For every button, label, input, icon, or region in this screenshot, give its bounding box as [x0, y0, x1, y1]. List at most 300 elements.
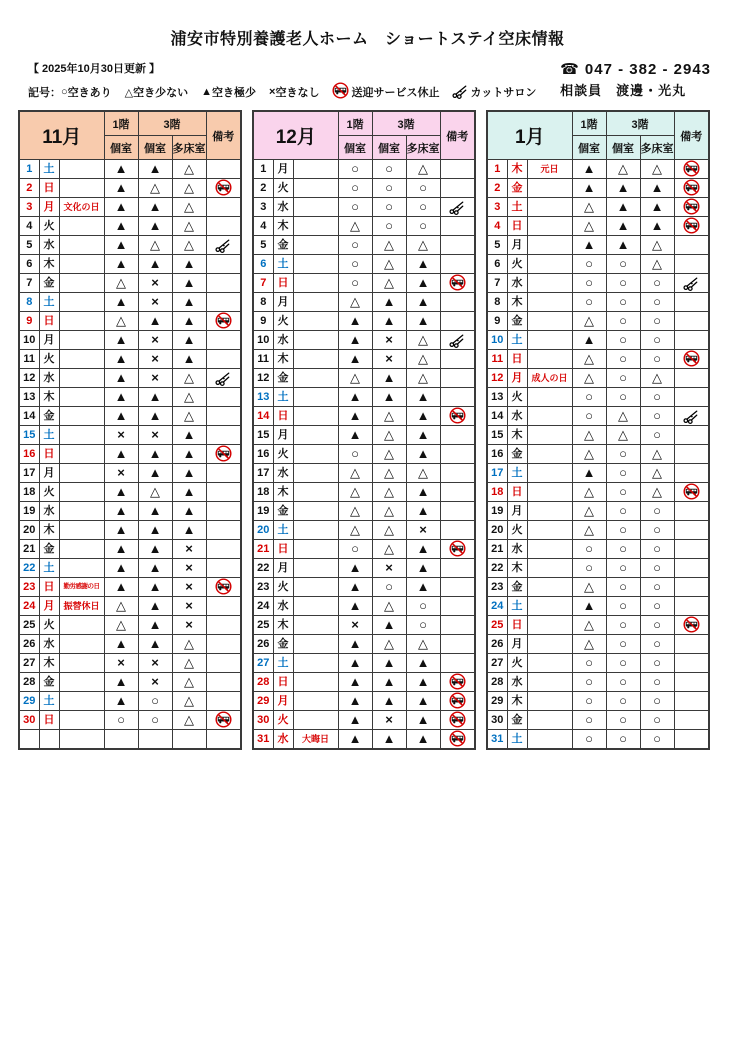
day-number: 5	[253, 236, 273, 255]
header-room-multi: 多床室	[172, 136, 206, 160]
vacancy-3f-private: ○	[606, 369, 640, 388]
header-room-private: 個室	[138, 136, 172, 160]
vacancy-1f-private: △	[104, 616, 138, 635]
vacancy-1f-private: △	[104, 274, 138, 293]
calendar-row	[487, 388, 709, 407]
vacancy-3f-private: ▲	[138, 578, 172, 597]
day-number: 31	[253, 730, 273, 750]
vacancy-3f-multiroom: ▲	[406, 673, 440, 692]
day-number: 28	[19, 673, 39, 692]
note-cell	[206, 635, 241, 654]
calendar-row	[19, 293, 241, 312]
note-cell	[674, 445, 709, 464]
note-cell	[206, 445, 241, 464]
note-cell	[674, 369, 709, 388]
note-cell	[440, 407, 475, 426]
vacancy-1f-private: △	[104, 312, 138, 331]
vacancy-3f-multiroom: △	[172, 654, 206, 673]
vacancy-3f-multiroom: △	[640, 160, 674, 179]
header-room-private: 個室	[606, 136, 640, 160]
calendar-row	[487, 502, 709, 521]
vacancy-3f-multiroom: △	[172, 711, 206, 730]
vacancy-3f-multiroom: ○	[406, 198, 440, 217]
vacancy-1f-private: ▲	[338, 426, 372, 445]
holiday-name	[293, 711, 338, 730]
vacancy-3f-multiroom: ○	[640, 521, 674, 540]
holiday-name	[527, 255, 572, 274]
legend-item-bus: 送迎サービス休止	[332, 82, 439, 102]
calendar-row	[487, 559, 709, 578]
holiday-name	[293, 426, 338, 445]
calendar-row	[19, 616, 241, 635]
day-of-week: 火	[507, 654, 527, 673]
vacancy-1f-private: ×	[104, 464, 138, 483]
holiday-name	[293, 635, 338, 654]
calendar-row	[487, 236, 709, 255]
vacancy-3f-multiroom: △	[406, 160, 440, 179]
note-cell	[674, 312, 709, 331]
month-label: 12月	[253, 111, 338, 160]
vacancy-1f-private: ○	[572, 692, 606, 711]
vacancy-1f-private: ▲	[104, 331, 138, 350]
holiday-name	[293, 312, 338, 331]
day-of-week: 木	[507, 692, 527, 711]
vacancy-1f-private: ▲	[338, 654, 372, 673]
vacancy-3f-multiroom: ×	[172, 559, 206, 578]
staff-names: 相談員 渡邊・光丸	[560, 83, 687, 98]
vacancy-1f-private: ▲	[338, 407, 372, 426]
vacancy-3f-multiroom: △	[172, 217, 206, 236]
vacancy-3f-multiroom: ○	[640, 312, 674, 331]
vacancy-3f-private: ▲	[138, 255, 172, 274]
vacancy-3f-private: ×	[138, 274, 172, 293]
vacancy-3f-multiroom: △	[172, 236, 206, 255]
day-number: 14	[253, 407, 273, 426]
note-cell	[674, 483, 709, 502]
shuttle-suspended-icon	[449, 407, 466, 424]
vacancy-1f-private: ○	[572, 274, 606, 293]
vacancy-3f-multiroom: ▲	[640, 198, 674, 217]
vacancy-3f-multiroom: △	[406, 331, 440, 350]
holiday-name	[527, 597, 572, 616]
vacancy-3f-private: ○	[606, 255, 640, 274]
vacancy-3f-multiroom: ×	[172, 616, 206, 635]
day-of-week: 金	[39, 274, 59, 293]
vacancy-3f-multiroom: △	[640, 464, 674, 483]
vacancy-1f-private: ▲	[572, 160, 606, 179]
vacancy-3f-multiroom: △	[172, 407, 206, 426]
holiday-name	[293, 464, 338, 483]
calendar-row	[19, 502, 241, 521]
calendar-row	[487, 350, 709, 369]
vacancy-3f-private: ×	[138, 369, 172, 388]
calendar-row	[487, 160, 709, 179]
vacancy-1f-private: ○	[572, 407, 606, 426]
day-of-week: 日	[273, 673, 293, 692]
holiday-name	[59, 312, 104, 331]
vacancy-3f-private: ×	[138, 293, 172, 312]
header-floor1: 1階	[338, 111, 372, 136]
vacancy-1f-private: ○	[338, 540, 372, 559]
calendar-row	[253, 350, 475, 369]
header-floor3: 3階	[138, 111, 206, 136]
day-of-week: 木	[507, 160, 527, 179]
holiday-name: 元日	[527, 160, 572, 179]
calendar-row	[19, 198, 241, 217]
vacancy-3f-multiroom: ▲	[172, 464, 206, 483]
day-number: 19	[487, 502, 507, 521]
note-cell	[674, 293, 709, 312]
vacancy-1f-private: ▲	[104, 236, 138, 255]
note-cell	[206, 407, 241, 426]
calendar-row	[19, 464, 241, 483]
day-number: 11	[487, 350, 507, 369]
vacancy-3f-private: ○	[606, 673, 640, 692]
header-floor1: 1階	[572, 111, 606, 136]
note-cell	[206, 369, 241, 388]
holiday-name	[59, 236, 104, 255]
note-cell	[674, 255, 709, 274]
vacancy-3f-private: ▲	[138, 559, 172, 578]
day-of-week: 金	[273, 635, 293, 654]
calendar-row	[253, 388, 475, 407]
calendar-row	[487, 274, 709, 293]
vacancy-1f-private: ▲	[338, 312, 372, 331]
day-number: 21	[253, 540, 273, 559]
day-of-week: 火	[507, 521, 527, 540]
note-cell	[674, 236, 709, 255]
holiday-name: 勤労感謝の日	[59, 578, 104, 597]
holiday-name	[59, 255, 104, 274]
vacancy-3f-private: ○	[606, 559, 640, 578]
vacancy-1f-private: ○	[572, 255, 606, 274]
holiday-name	[527, 521, 572, 540]
vacancy-3f-private: △	[372, 483, 406, 502]
holiday-name	[59, 673, 104, 692]
day-number: 3	[253, 198, 273, 217]
vacancy-3f-multiroom: ▲	[640, 179, 674, 198]
vacancy-1f-private: △	[572, 217, 606, 236]
calendar-row	[19, 236, 241, 255]
calendar-row	[19, 578, 241, 597]
note-cell	[674, 559, 709, 578]
shuttle-suspended-icon	[683, 483, 700, 500]
note-cell	[440, 312, 475, 331]
day-number: 9	[487, 312, 507, 331]
note-cell	[674, 654, 709, 673]
note-cell	[440, 331, 475, 350]
vacancy-1f-private: ○	[572, 388, 606, 407]
day-of-week: 水	[507, 673, 527, 692]
note-cell	[674, 217, 709, 236]
holiday-name	[293, 331, 338, 350]
day-of-week: 月	[507, 236, 527, 255]
vacancy-1f-private: △	[338, 502, 372, 521]
holiday-name	[527, 274, 572, 293]
holiday-name	[59, 179, 104, 198]
day-of-week: 日	[507, 616, 527, 635]
calendar-row	[19, 179, 241, 198]
scissors-icon	[215, 237, 231, 253]
day-number: 30	[19, 711, 39, 730]
vacancy-3f-multiroom: ▲	[172, 274, 206, 293]
day-number: 15	[253, 426, 273, 445]
holiday-name	[59, 407, 104, 426]
vacancy-3f-multiroom: ▲	[640, 217, 674, 236]
vacancy-1f-private: ▲	[338, 730, 372, 750]
vacancy-3f-multiroom: △	[640, 236, 674, 255]
vacancy-3f-private: ▲	[138, 445, 172, 464]
calendar-row	[253, 616, 475, 635]
vacancy-3f-multiroom: △	[406, 635, 440, 654]
vacancy-3f-private: ○	[606, 464, 640, 483]
day-of-week: 水	[273, 597, 293, 616]
day-number: 20	[487, 521, 507, 540]
vacancy-3f-multiroom: ▲	[406, 407, 440, 426]
vacancy-1f-private: ○	[572, 293, 606, 312]
day-of-week: 月	[273, 692, 293, 711]
day-of-week: 水	[273, 198, 293, 217]
day-number: 1	[253, 160, 273, 179]
calendar-row	[19, 274, 241, 293]
vacancy-3f-multiroom: ○	[640, 635, 674, 654]
day-number: 1	[487, 160, 507, 179]
vacancy-3f-multiroom: △	[406, 350, 440, 369]
day-of-week: 日	[39, 711, 59, 730]
vacancy-3f-multiroom: △	[172, 673, 206, 692]
day-of-week: 月	[39, 331, 59, 350]
vacancy-3f-private: ○	[606, 521, 640, 540]
holiday-name	[527, 388, 572, 407]
vacancy-1f-private: ▲	[104, 407, 138, 426]
day-of-week: 金	[507, 578, 527, 597]
day-of-week: 水	[507, 540, 527, 559]
calendar-row	[253, 521, 475, 540]
holiday-name	[527, 331, 572, 350]
vacancy-1f-private: ▲	[338, 559, 372, 578]
vacancy-1f-private: ▲	[104, 160, 138, 179]
vacancy-3f-multiroom: ▲	[172, 426, 206, 445]
note-cell	[206, 711, 241, 730]
day-of-week: 火	[507, 255, 527, 274]
note-cell	[674, 711, 709, 730]
day-of-week: 水	[39, 236, 59, 255]
day-number: 19	[19, 502, 39, 521]
vacancy-1f-private: ▲	[104, 198, 138, 217]
holiday-name	[527, 407, 572, 426]
holiday-name	[59, 331, 104, 350]
calendar-row	[19, 635, 241, 654]
vacancy-3f-multiroom: △	[172, 198, 206, 217]
note-cell	[440, 198, 475, 217]
legend-item-full: × 空きなし	[269, 86, 320, 99]
vacancy-3f-multiroom: ○	[640, 597, 674, 616]
header-room-multi: 多床室	[406, 136, 440, 160]
vacancy-3f-multiroom: ▲	[172, 483, 206, 502]
calendar-row	[253, 217, 475, 236]
vacancy-3f-multiroom: ▲	[172, 521, 206, 540]
day-of-week: 月	[507, 635, 527, 654]
calendar-row	[487, 445, 709, 464]
vacancy-3f-multiroom: ▲	[406, 730, 440, 750]
calendar-row	[253, 369, 475, 388]
vacancy-1f-private: ○	[572, 654, 606, 673]
day-number: 5	[19, 236, 39, 255]
vacancy-3f-private: ×	[138, 331, 172, 350]
vacancy-3f-private: ×	[372, 331, 406, 350]
day-of-week: 水	[273, 464, 293, 483]
vacancy-3f-multiroom: ▲	[172, 293, 206, 312]
shuttle-suspended-icon	[683, 350, 700, 367]
holiday-name	[527, 350, 572, 369]
vacancy-3f-private: △	[372, 464, 406, 483]
vacancy-1f-private: △	[572, 350, 606, 369]
blank-row	[19, 730, 241, 750]
calendar-row	[253, 160, 475, 179]
vacancy-3f-multiroom: ○	[640, 293, 674, 312]
day-of-week: 火	[273, 578, 293, 597]
calendar-row	[19, 540, 241, 559]
note-cell	[674, 179, 709, 198]
vacancy-3f-private: ○	[606, 274, 640, 293]
calendar-row	[487, 407, 709, 426]
vacancy-1f-private: ▲	[572, 331, 606, 350]
note-cell	[206, 255, 241, 274]
vacancy-3f-private: ○	[372, 179, 406, 198]
day-number: 6	[19, 255, 39, 274]
vacancy-3f-private: ○	[372, 217, 406, 236]
calendar-row	[253, 274, 475, 293]
day-number: 2	[253, 179, 273, 198]
scissors-icon	[449, 199, 465, 215]
calendar-row	[253, 502, 475, 521]
day-number: 31	[487, 730, 507, 750]
calendar-row	[487, 597, 709, 616]
day-number: 9	[19, 312, 39, 331]
shuttle-suspended-icon	[683, 179, 700, 196]
day-of-week: 土	[39, 692, 59, 711]
holiday-name	[293, 350, 338, 369]
shuttle-suspended-icon	[449, 673, 466, 690]
vacancy-1f-private: ○	[338, 160, 372, 179]
vacancy-1f-private: △	[104, 597, 138, 616]
calendar-row	[253, 559, 475, 578]
vacancy-1f-private: ○	[572, 559, 606, 578]
day-of-week: 水	[273, 730, 293, 750]
day-of-week	[39, 730, 59, 750]
day-number: 25	[19, 616, 39, 635]
holiday-name	[293, 654, 338, 673]
day-of-week: 木	[39, 388, 59, 407]
holiday-name	[59, 350, 104, 369]
scissors-icon	[452, 83, 470, 102]
vacancy-3f-multiroom: ○	[640, 350, 674, 369]
note-cell	[206, 654, 241, 673]
vacancy-3f-private: △	[138, 236, 172, 255]
holiday-name	[59, 483, 104, 502]
vacancy-3f-private: ○	[606, 692, 640, 711]
calendar-table	[486, 110, 710, 750]
vacancy-3f-private: ○	[606, 350, 640, 369]
day-number: 2	[19, 179, 39, 198]
note-cell	[674, 502, 709, 521]
vacancy-1f-private: △	[572, 426, 606, 445]
holiday-name	[527, 179, 572, 198]
note-cell	[674, 635, 709, 654]
vacancy-3f-multiroom: ○	[640, 426, 674, 445]
note-cell	[674, 426, 709, 445]
vacancy-3f-private: ▲	[138, 521, 172, 540]
holiday-name	[59, 388, 104, 407]
note-cell	[674, 331, 709, 350]
day-number: 29	[253, 692, 273, 711]
note-cell	[440, 274, 475, 293]
day-number: 7	[19, 274, 39, 293]
note-cell	[440, 255, 475, 274]
day-number: 1	[19, 160, 39, 179]
vacancy-3f-multiroom: ○	[640, 578, 674, 597]
holiday-name	[527, 312, 572, 331]
note-cell	[206, 179, 241, 198]
day-number: 8	[19, 293, 39, 312]
calendar-row	[19, 312, 241, 331]
calendar-row	[19, 331, 241, 350]
vacancy-1f-private: △	[572, 502, 606, 521]
vacancy-3f-multiroom: ▲	[406, 502, 440, 521]
vacancy-1f-private: △	[572, 483, 606, 502]
calendar-row	[253, 711, 475, 730]
calendar-row	[253, 445, 475, 464]
holiday-name	[293, 692, 338, 711]
holiday-name	[293, 559, 338, 578]
note-cell	[674, 578, 709, 597]
vacancy-1f-private: ▲	[104, 350, 138, 369]
vacancy-3f-multiroom: ▲	[406, 559, 440, 578]
day-number: 25	[487, 616, 507, 635]
note-cell	[674, 407, 709, 426]
vacancy-1f-private: ▲	[338, 578, 372, 597]
day-number: 26	[253, 635, 273, 654]
holiday-name	[59, 540, 104, 559]
vacancy-3f-private: △	[372, 540, 406, 559]
vacancy-1f-private: ▲	[572, 179, 606, 198]
vacancy-1f-private: △	[572, 198, 606, 217]
calendar-row	[253, 293, 475, 312]
vacancy-3f-private: △	[606, 160, 640, 179]
note-cell	[674, 540, 709, 559]
vacancy-3f-private: △	[372, 426, 406, 445]
month-label: 1月	[487, 111, 572, 160]
calendar-row	[487, 198, 709, 217]
calendar-row	[487, 540, 709, 559]
note-cell	[440, 426, 475, 445]
holiday-name	[293, 445, 338, 464]
vacancy-1f-private: △	[338, 483, 372, 502]
holiday-name	[59, 274, 104, 293]
vacancy-3f-private: ▲	[606, 217, 640, 236]
calendar-row	[19, 369, 241, 388]
calendar-table	[252, 110, 476, 750]
day-number: 16	[487, 445, 507, 464]
calendar-row	[253, 483, 475, 502]
day-number: 24	[253, 597, 273, 616]
note-cell	[674, 388, 709, 407]
note-cell	[674, 274, 709, 293]
day-of-week: 水	[39, 369, 59, 388]
day-of-week: 日	[273, 540, 293, 559]
vacancy-1f-private: ▲	[104, 673, 138, 692]
holiday-name	[293, 673, 338, 692]
